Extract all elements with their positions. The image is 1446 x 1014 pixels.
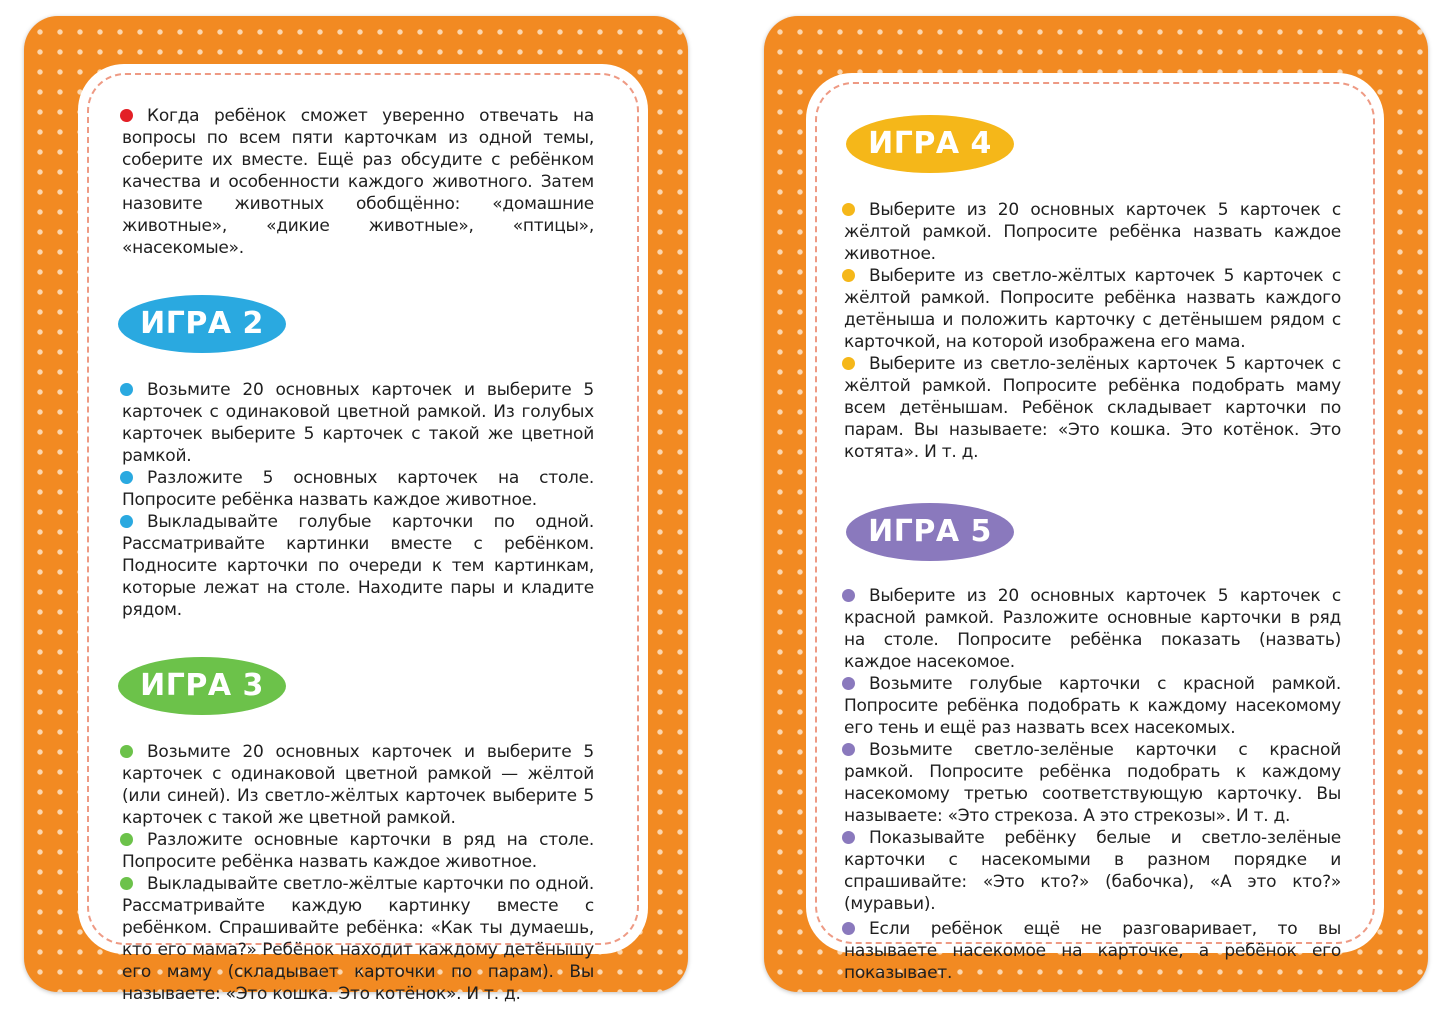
intro-text: Когда ребёнок сможет уверенно отвечать на вопросы по всем пяти карточкам из одной темы, соберите их вместе. Ещё раз обсудите с ребёнком качества и особенности каждого животного. Затем назовите животных обобщённо: «домашние животные», «дикие животные», «птицы», «насекомые». [122,106,594,258]
game-3-item: Разложите основные карточки в ряд на столе. Попросите ребёнка назвать каждое животное. [122,830,594,872]
game-5-item: Возьмите голубые карточки с красной рамкой. Попросите ребёнка подобрать к каждому насекомому его тень и ещё раз назвать всех насекомых. [844,674,1341,738]
yellow-bullet-icon [842,357,855,370]
purple-bullet-icon [842,677,855,690]
game-4-item: Выберите из светло-жёлтых карточек 5 карточек с жёлтой рамкой. Попросите ребёнка назвать каждого детёныша и положить карточку с детёнышем рядом с карточкой, на которой изображена его мама. [844,266,1341,352]
right-card-content [844,115,1341,984]
green-bullet-icon [120,833,133,846]
game-2-title: ИГРА 2 [118,295,286,353]
intro-bullet-icon [120,109,133,122]
game-4-title: ИГРА 4 [846,115,1014,173]
game-5-item: Возьмите светло-зелёные карточки с красной рамкой. Попросите ребёнка подобрать к каждому насекомому третью соответствующую карточку. Вы называете: «Это стрекоза. А это стрекозы». И т. д. [844,740,1341,826]
game-2-item: Выкладывайте голубые карточки по одной. Рассматривайте картинки вместе с ребёнком. Подносите карточки по очереди к тем картинкам, которые лежат на столе. Находите пары и кладите рядом. [122,512,594,620]
game-3-item: Возьмите 20 основных карточек и выберите 5 карточек с одинаковой цветной рамкой — жёлтой (или синей). Из светло-жёлтых карточек выберите 5 карточек с такой же цветной рамкой. [122,742,594,828]
game-5-item: Если ребёнок ещё не разговаривает, то вы называете насекомое на карточке, а ребёнок его показывает. [844,919,1341,983]
yellow-bullet-icon [842,269,855,282]
purple-bullet-icon [842,922,855,935]
game-3-item: Выкладывайте светло-жёлтые карточки по одной. Рассматривайте каждую картинку вместе с ребёнком. Спрашивайте ребёнка: «Как ты думаешь, кто его мама?» Ребёнок находит каждому детёнышу его маму (складывает карточки по парам). Вы называете: «Это кошка. Это котёнок». И т. д. [122,874,594,1004]
game-2-item: Разложите 5 основных карточек на столе. Попросите ребёнка назвать каждое животное. [122,468,594,510]
game-4-item: Выберите из 20 основных карточек 5 карточек с жёлтой рамкой. Попросите ребёнка назвать каждое животное. [844,200,1341,264]
game-4-section [844,115,1341,463]
purple-bullet-icon [842,589,855,602]
game-5-section [844,503,1341,984]
game-3-section [122,657,594,1005]
purple-bullet-icon [842,743,855,756]
game-2-section [122,295,594,621]
right-instruction-card [764,16,1428,992]
yellow-bullet-icon [842,203,855,216]
game-5-item: Выберите из 20 основных карточек 5 карточек с красной рамкой. Разложите основные карточки в ряд на столе. Попросите ребёнка показать (назвать) каждое насекомое. [844,586,1341,672]
blue-bullet-icon [120,383,133,396]
left-instruction-card [24,16,688,1004]
intro-paragraph [122,105,594,259]
green-bullet-icon [120,745,133,758]
game-2-item: Возьмите 20 основных карточек и выберите 5 карточек с одинаковой цветной рамкой. Из голубых карточек выберите 5 карточек с такой же цветной рамкой. [122,380,594,466]
game-3-title: ИГРА 3 [118,657,286,715]
game-5-title: ИГРА 5 [846,503,1014,561]
blue-bullet-icon [120,515,133,528]
left-card-content [122,105,594,1005]
game-4-item: Выберите из светло-зелёных карточек 5 карточек с жёлтой рамкой. Попросите ребёнка подобрать маму всем детёнышам. Ребёнок складывает карточки по парам. Вы называете: «Это кошка. Это котёнок. Это котята». И т. д. [844,354,1341,462]
blue-bullet-icon [120,471,133,484]
green-bullet-icon [120,877,133,890]
game-5-item: Показывайте ребёнку белые и светло-зелёные карточки с насекомыми в разном порядке и спрашивайте: «Это кто?» (бабочка), «А это кто?» (муравьи). [844,828,1341,914]
purple-bullet-icon [842,831,855,844]
